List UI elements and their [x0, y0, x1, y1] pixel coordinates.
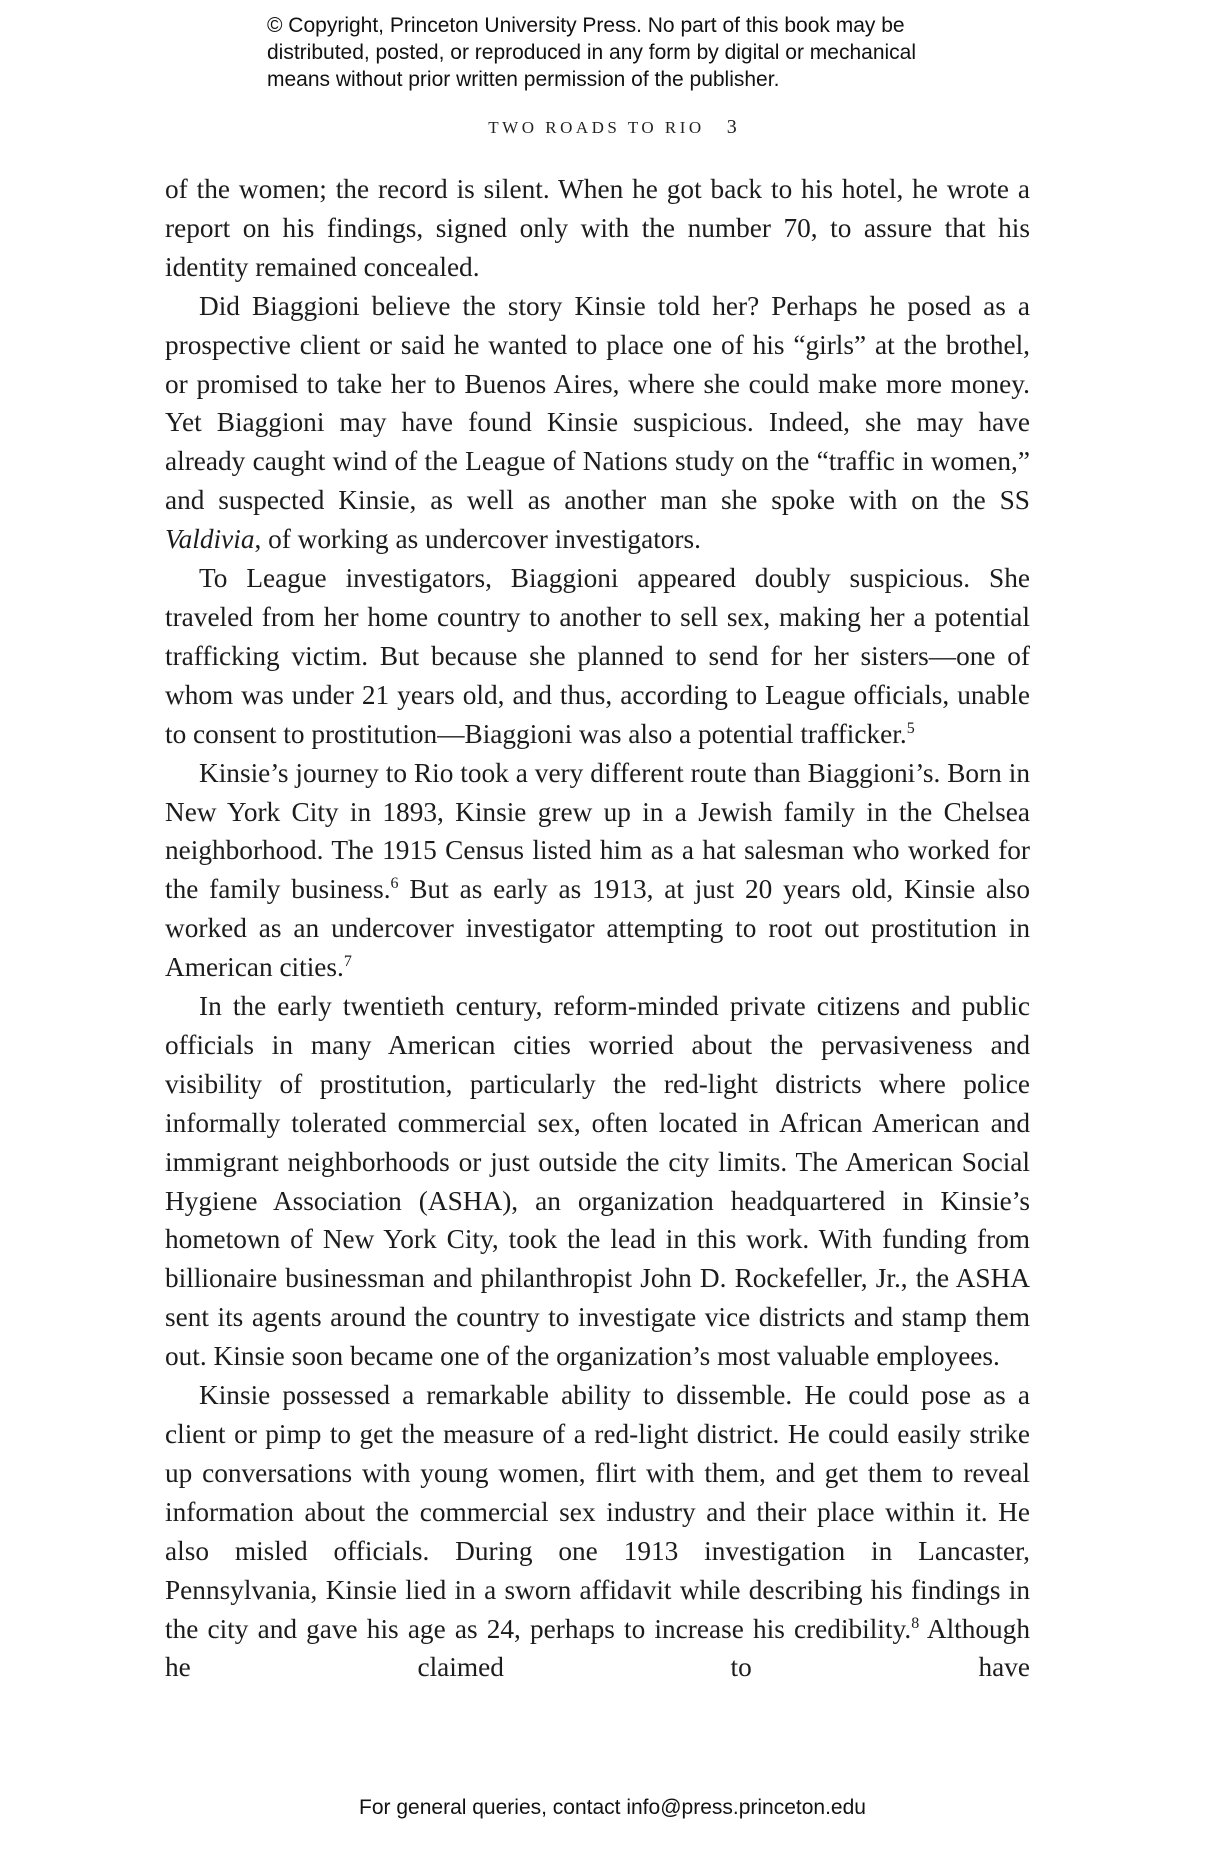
running-head	[0, 116, 1225, 139]
footer-contact: For general queries, contact info@press.princeton.edu	[359, 1796, 866, 1819]
paragraph-text: But as early as 1913, at just 20 years old, Kinsie also worked as an undercover investigator attempting to root out prostitution in American cities.	[165, 874, 1030, 983]
paragraph	[165, 1376, 1030, 1687]
paragraph-text: Did Biaggioni believe the story Kinsie told her? Perhaps he posed as a prospective client or said he wanted to place one of his “girls” at the brothel, or promised to take her to Buenos Aires, where she could make more money. Yet Biaggioni may have found Kinsie suspicious. Indeed, she may have already caught wind of the League of Nations study on the “traffic in women,” and suspected Kinsie, as well as another man she spoke with on the SS	[165, 290, 1030, 516]
copyright-line: distributed, posted, or reproduced in any form by digital or mechanical	[267, 41, 917, 64]
copyright-line: © Copyright, Princeton University Press. No part of this book may be	[267, 14, 905, 37]
footnote-ref: 6	[390, 875, 399, 893]
body-text	[165, 170, 1030, 1687]
paragraph	[165, 287, 1030, 559]
footnote-ref: 7	[343, 953, 352, 971]
footnote-ref: 8	[911, 1614, 920, 1632]
footnote-ref: 5	[906, 719, 915, 737]
paragraph-text: of the women; the record is silent. When he got back to his hotel, he wrote a report on his findings, signed only with the number 70, to assure that his identity remained concealed.	[165, 174, 1030, 282]
copyright-notice	[267, 12, 1027, 93]
ship-name: Valdivia	[165, 524, 255, 555]
paragraph	[165, 170, 1030, 287]
copyright-line: means without prior written permission of the publisher.	[267, 68, 780, 91]
paragraph-text: , of working as undercover investigators.	[254, 524, 701, 555]
page-number: 3	[726, 116, 737, 138]
paragraph	[165, 987, 1030, 1376]
paragraph-text: In the early twentieth century, reform-minded private citizens and public officials in many American cities worried about the pervasiveness and visibility of prostitution, particularly the red-light districts where police informally tolerated commercial sex, often located in African American and immigrant neighborhoods or just outside the city limits. The American Social Hygiene Association (ASHA), an organization headquartered in Kinsie’s hometown of New York City, took the lead in this work. With funding from billionaire businessman and philanthropist John D. Rockefeller, Jr., the ASHA sent its agents around the country to investigate vice districts and stamp them out. Kinsie soon became one of the organization’s most valuable employees.	[165, 991, 1030, 1372]
running-head-title: TWO ROADS TO RIO	[488, 118, 705, 137]
paragraph	[165, 559, 1030, 754]
paragraph	[165, 754, 1030, 987]
paragraph-text: Kinsie possessed a remarkable ability to dissemble. He could pose as a client or pimp to get the measure of a red-light district. He could easily strike up conversations with young women, flirt with them, and get them to reveal information about the commercial sex industry and their place within it. He also misled officials. During one 1913 investigation in Lancaster, Pennsylvania, Kinsie lied in a sworn affidavit while describing his findings in the city and gave his age as 24, perhaps to increase his credibility.	[165, 1380, 1030, 1644]
paragraph-text: Kinsie’s journey to Rio took a very different route than Biaggioni’s. Born in New York City in 1893, Kinsie grew up in a Jewish family in the Chelsea neighborhood. The 1915 Census listed him as a hat salesman who worked for the family business.	[165, 757, 1030, 905]
paragraph-text: To League investigators, Biaggioni appeared doubly suspicious. She traveled from her home country to another to sell sex, making her a potential trafficking victim. But because she planned to send for her sisters—one of whom was under 21 years old, and thus, according to League officials, unable to consent to prostitution—Biaggioni was also a potential trafficker.	[165, 563, 1030, 749]
paragraph-text: Although he claimed to have	[165, 1613, 1030, 1683]
